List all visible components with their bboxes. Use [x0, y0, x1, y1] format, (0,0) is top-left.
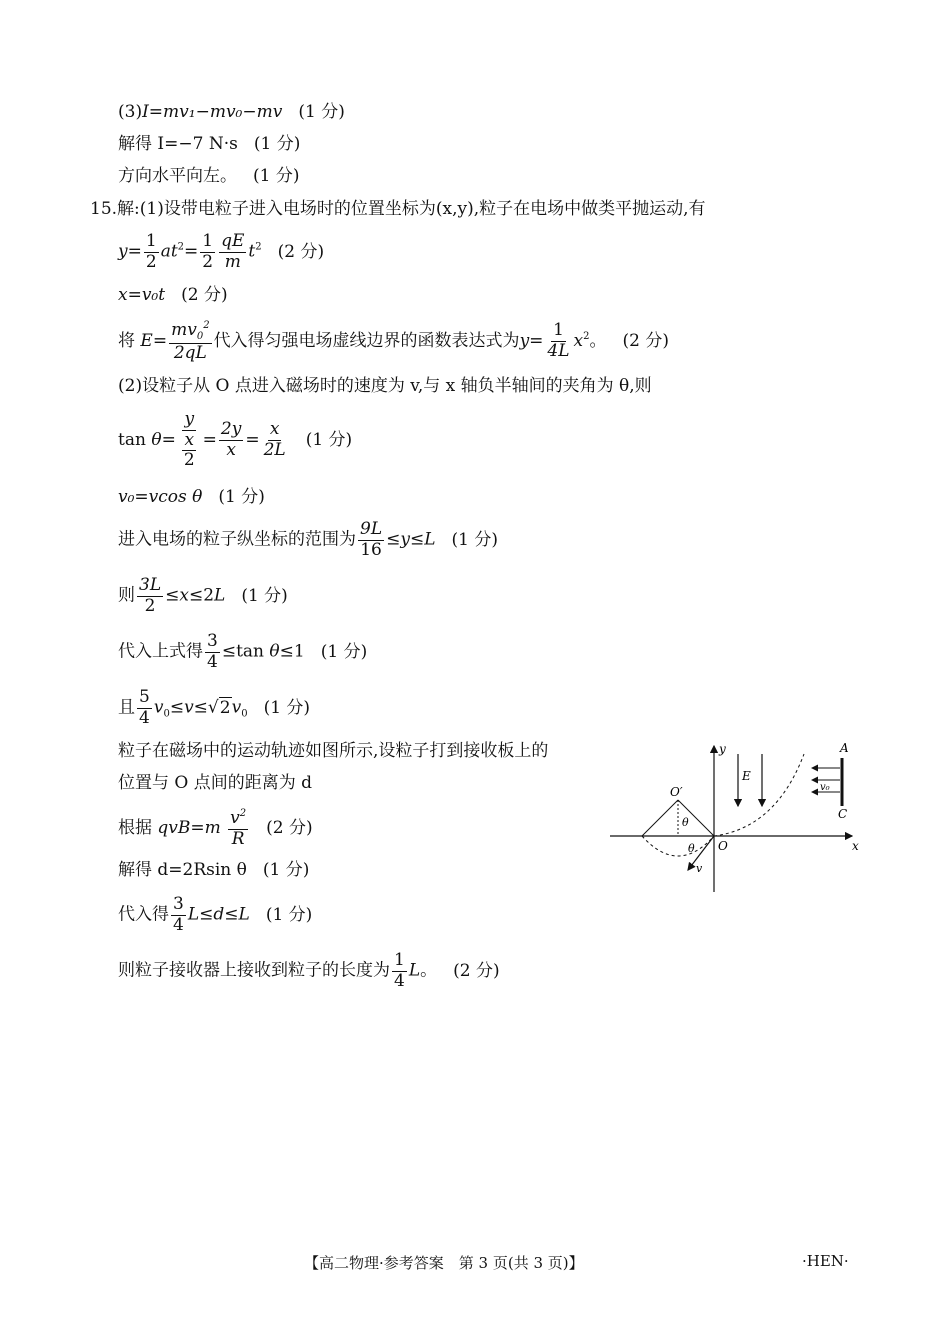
- radius-left: [642, 800, 678, 836]
- score: (2 分): [181, 285, 228, 305]
- score: (1 分): [298, 102, 345, 122]
- score: (1 分): [253, 166, 300, 186]
- velocity-label: v: [696, 862, 703, 875]
- score: (2 分): [266, 818, 313, 839]
- line-part-3-b: 位置与 O 点间的距离为 d: [118, 773, 313, 793]
- line-eq-v-range: 且 $\frac{5}{4}$ $v_0\le v\le√2v_0$ (1 分): [118, 687, 311, 728]
- line-eq-d: [118, 862, 309, 879]
- score: (2 分): [277, 241, 325, 262]
- question-number: 15.: [90, 199, 118, 219]
- eq-x: x=v₀t: [118, 285, 166, 305]
- center-label: O′: [670, 785, 683, 799]
- line-part-2: [118, 378, 652, 395]
- line-eq-y: y= $\frac{1}{2}$ $at^2=$ $\frac{1}{2}$ $\frac{qE}{m}$ $t^2$ (2 分): [118, 231, 325, 272]
- eq-v0: v₀=vcos θ: [118, 487, 203, 507]
- score: (1 分): [265, 904, 313, 925]
- direction-text: 方向水平向左。: [118, 166, 237, 186]
- eq-d: 解得 d=2Rsin θ: [118, 860, 247, 880]
- plate-label-a: A: [840, 741, 849, 755]
- line-eq-y-range: 进入电场的粒子纵坐标的范围为 $\frac{9L}{16}$ ≤y≤L (1 分): [118, 519, 498, 560]
- score: (1 分): [263, 697, 311, 718]
- line-eq-tan: tan θ= $\frac{y}{\frac{x}{2}}$ = $\frac{2y}{x}$ = $\frac{x}{2L}$ (1 分): [118, 409, 353, 471]
- line-eq-tan-range: 代入上式得 $\frac{3}{4}$ ≤tan θ≤1 (1 分): [118, 631, 368, 672]
- line-eq-length: 则粒子接收器上接收到粒子的长度为 $\frac{1}{4}$ L。 (2 分): [118, 950, 500, 991]
- y-axis-label: y: [719, 742, 726, 756]
- line-eq-x: [118, 287, 228, 304]
- e-field-label: E: [742, 769, 751, 783]
- line-eq-boundary: 将 E= $\frac{mv_0^2}{2qL}$ 代入得匀强电场虚线边界的函数表达式为y= $\frac{1}{4L}$ $x^2$。 (2 分): [118, 320, 669, 363]
- line-eq-x-range: 则 $\frac{3L}{2}$ ≤x≤2L (1 分): [118, 575, 288, 616]
- line-eq-lorentz: 根据 qvB=m $\frac{v^2}{R}$ (2 分): [118, 808, 313, 849]
- question-text: 解:(1)设带电粒子进入电场时的位置坐标为(x,y),粒子在电场中做类平抛运动,有: [117, 199, 706, 219]
- score: (1 分): [305, 429, 353, 450]
- trajectory-diagram: [608, 738, 868, 898]
- v0-label: v₀: [820, 782, 830, 793]
- x-axis-label: x: [852, 839, 859, 853]
- score: (1 分): [451, 529, 498, 550]
- part-2-text: (2)设粒子从 O 点进入磁场时的速度为 v,与 x 轴负半轴间的夹角为 θ,则: [118, 376, 652, 396]
- plate-label-c: C: [838, 807, 848, 821]
- score: (1 分): [320, 641, 368, 662]
- score: (1 分): [253, 134, 301, 154]
- part-label: (3): [118, 102, 143, 122]
- line-eq-v0: [118, 489, 265, 506]
- magnetic-trajectory: [642, 836, 714, 856]
- line-eq-d-range: 代入得 $\frac{3}{4}$ L≤d≤L (1 分): [118, 894, 313, 935]
- line-part-3-a: 粒子在磁场中的运动轨迹如图所示,设粒子打到接收板上的: [118, 741, 549, 761]
- field-boundary: [714, 754, 804, 836]
- score: (1 分): [241, 585, 288, 606]
- question-15-heading: [90, 201, 706, 218]
- line-impulse-equation: [118, 104, 345, 121]
- score: (2 分): [622, 331, 669, 352]
- score: (2 分): [453, 960, 500, 981]
- impulse-result: 解得 I=−7 N·s: [118, 134, 238, 154]
- score: (1 分): [218, 487, 265, 507]
- impulse-formula: I=mv₁−mv₀−mv: [142, 102, 283, 122]
- origin-label: O: [718, 839, 728, 853]
- line-direction: [118, 168, 299, 185]
- footer-page-info: 【高二物理·参考答案 第 3 页(共 3 页)】: [304, 1254, 584, 1272]
- footer-code: ·HEN·: [802, 1252, 849, 1270]
- angle-label-2: θ: [688, 842, 695, 855]
- line-impulse-result: [118, 136, 300, 153]
- angle-label-1: θ: [682, 816, 689, 829]
- score: (1 分): [262, 860, 310, 880]
